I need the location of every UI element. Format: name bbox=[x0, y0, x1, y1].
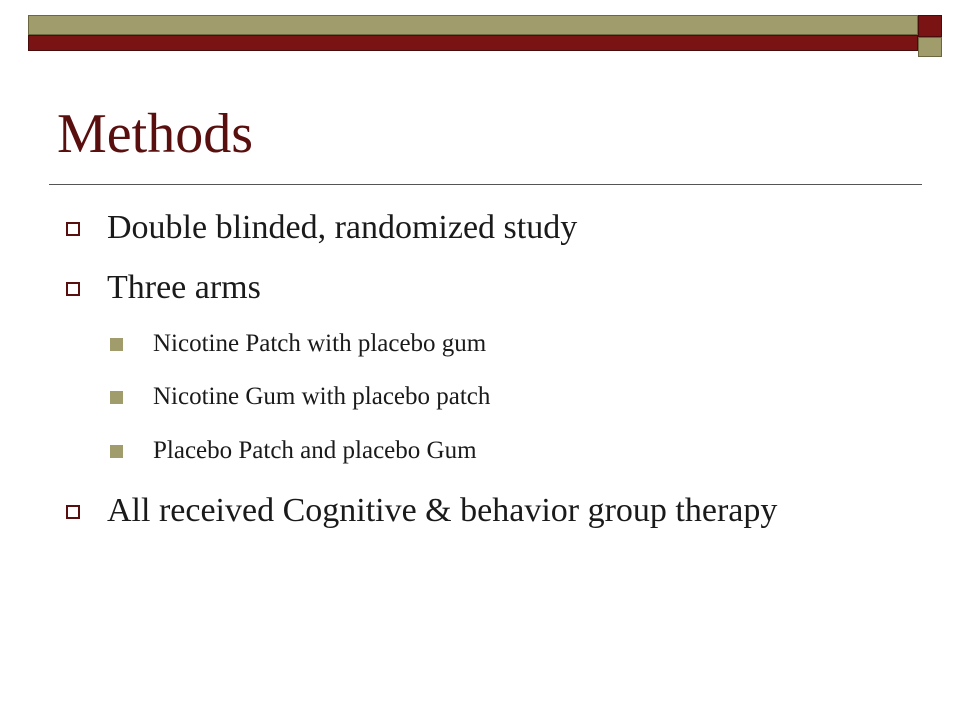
bullet-text: Three arms bbox=[107, 269, 261, 306]
sub-bullet-text: Nicotine Patch with placebo gum bbox=[153, 330, 487, 357]
bullet-text: Double blinded, randomized study bbox=[107, 209, 578, 246]
bullet-text: All received Cognitive & behavior group therapy bbox=[107, 492, 778, 529]
filled-square-bullet-icon bbox=[110, 338, 123, 351]
hollow-square-bullet-icon bbox=[66, 222, 80, 236]
sub-bullet-text: Nicotine Gum with placebo patch bbox=[153, 383, 491, 410]
hollow-square-bullet-icon bbox=[66, 505, 80, 519]
slide-title: Methods bbox=[57, 103, 253, 165]
filled-square-bullet-icon bbox=[110, 391, 123, 404]
filled-square-bullet-icon bbox=[110, 445, 123, 458]
sub-bullet-text: Placebo Patch and placebo Gum bbox=[153, 437, 477, 464]
hollow-square-bullet-icon bbox=[66, 282, 80, 296]
